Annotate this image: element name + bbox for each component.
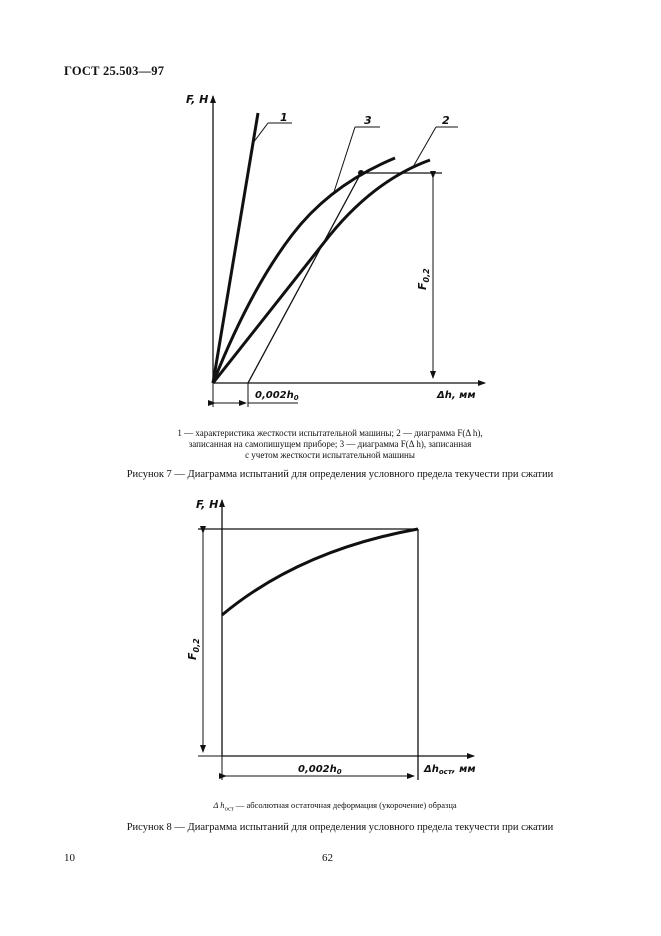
fig8-x-axis-label: $\Delta h_{ост}$, мм xyxy=(424,764,476,776)
fig8-legend-symbol: Δ h xyxy=(213,800,225,810)
fig7-legend xyxy=(140,428,520,461)
fig7-offset-label: $0,002h_0$ xyxy=(255,390,299,402)
fig8-curve xyxy=(222,529,418,615)
fig7-label-2: 2 xyxy=(442,114,450,127)
fig8-legend-sub: ост xyxy=(224,805,234,813)
page-number-left: 10 xyxy=(64,852,75,864)
fig8-offset-label: $0,002h_0$ xyxy=(298,764,342,776)
fig7-force-label: $F_{0,2}$ xyxy=(416,268,431,290)
fig8-legend xyxy=(160,800,510,813)
fig8-caption: Рисунок 8 — Диаграмма испытаний для определения условного предела текучести при сжатии xyxy=(126,822,554,833)
document-header: ГОСТ 25.503—97 xyxy=(64,64,165,78)
fig8-y-axis-label: F, Н xyxy=(196,498,219,511)
fig7-caption: Рисунок 7 — Диаграмма испытаний для определения условного предела текучести при сжатии xyxy=(126,469,554,480)
fig7-x-axis-label: Δh, мм xyxy=(437,390,476,401)
page-number-center: 62 xyxy=(322,852,333,864)
fig7-legend-line: с учетом жесткости испытательной машины xyxy=(245,450,415,460)
fig7-label-1: 1 xyxy=(280,111,288,124)
figure-8-diagram xyxy=(0,480,661,800)
fig7-y-axis-label: F, Н xyxy=(186,93,209,106)
fig7-legend-line: 1 — характеристика жесткости испытательной машины; 2 — диаграмма F(Δ h), xyxy=(177,428,483,438)
fig7-curve-1 xyxy=(213,113,258,383)
fig8-force-label: $F_{0,2}$ xyxy=(186,638,201,660)
fig8-legend-text: — абсолютная остаточная деформация (укорочение) образца xyxy=(233,800,457,810)
fig7-label-3: 3 xyxy=(364,114,372,127)
fig7-legend-line: записанная на самопишущем приборе; 3 — диаграмма F(Δ h), записанная xyxy=(188,439,472,449)
